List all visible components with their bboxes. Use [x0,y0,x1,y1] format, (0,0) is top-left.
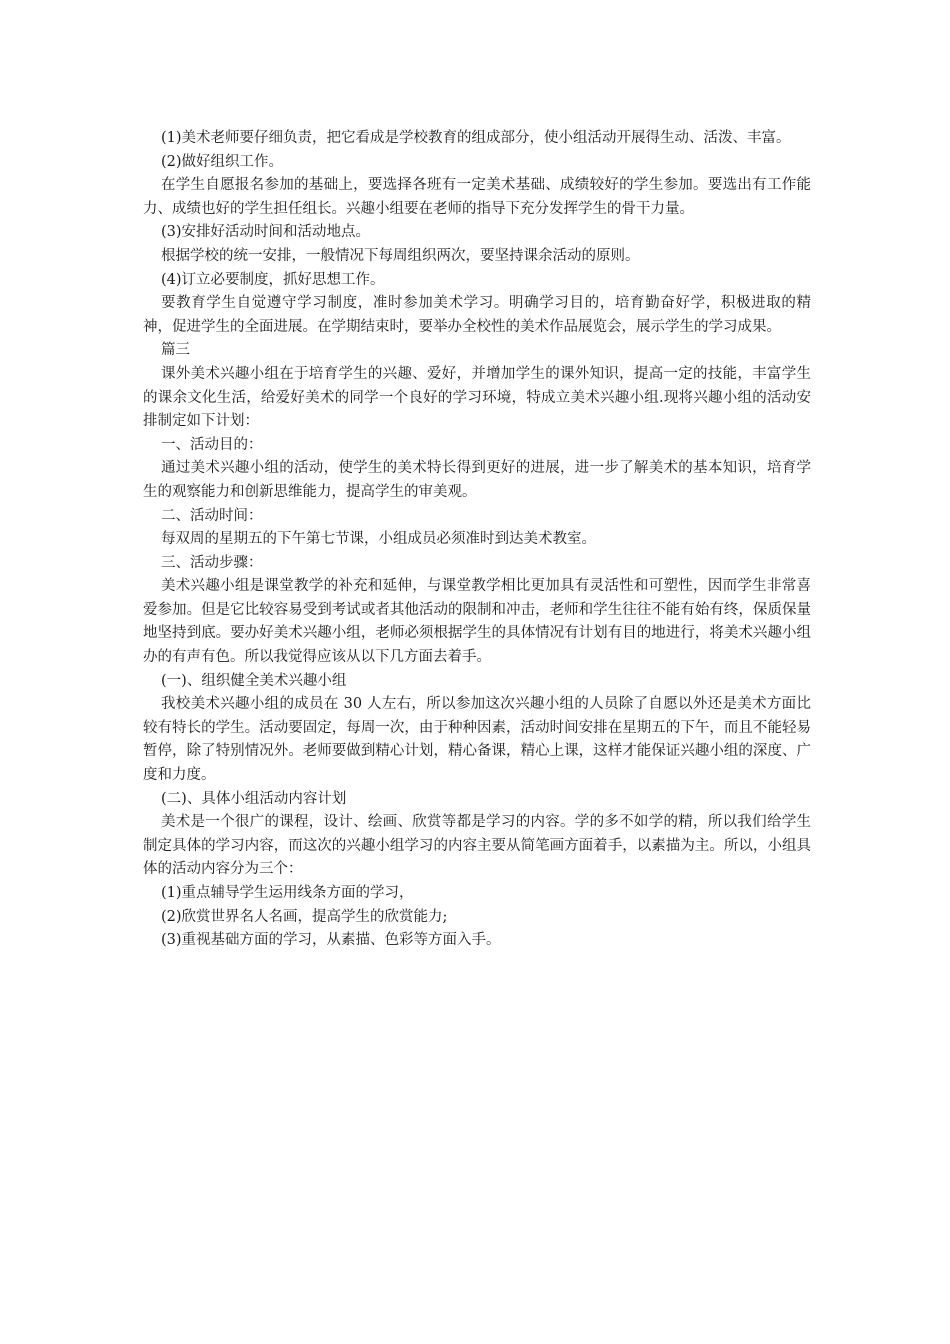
paragraph: 美术是一个很广的课程，设计、绘画、欣赏等都是学习的内容。学的多不如学的精，所以我们给学生制定具体的学习内容，而这次的兴趣小组学习的内容主要从简笔画方面着手，以素描为主。所以，小组具体的活动内容分为三个： [143,814,811,878]
paragraph: (3)安排好活动时间和活动地点。 [161,224,371,241]
paragraph: 通过美术兴趣小组的活动，使学生的美术特长得到更好的进展，进一步了解美术的基本知识，培育学生的观察能力和创新思维能力，提高学生的审美观。 [143,460,811,500]
paragraph: 每双周的星期五的下午第七节课，小组成员必须准时到达美术教室。 [161,531,596,548]
paragraph: 根据学校的统一安排，一般情况下每周组织两次，要坚持课余活动的原则。 [161,247,640,264]
list-item: (2)欣赏世界名人名画，提高学生的欣赏能力; [161,908,448,925]
paragraph: 我校美术兴趣小组的成员在 30 人左右，所以参加这次兴趣小组的人员除了自愿以外还是美术方面比较有特长的学生。活动要固定，每周一次，由于种种因素，活动时间安排在星期五的下午，而且不能轻易暂停，除了特别情况外。老师要做到精心计划，精心备课，精心上课，这样才能保证兴趣小组的深度、广度和力度。 [143,696,811,784]
section-heading: 三、活动步骤： [161,554,263,571]
section-heading: (二)、具体小组活动内容计划 [161,790,347,807]
paragraph: (4)订立必要制度，抓好思想工作。 [161,271,385,288]
document-body [143,127,811,953]
paragraph: 课外美术兴趣小组在于培育学生的兴趣、爱好，并增加学生的课外知识，提高一定的技能，丰富学生的课余文化生活，给爱好美术的同学一个良好的学习环境，特成立美术兴趣小组.现将兴趣小组的活动安排制定如下计划： [143,365,811,430]
section-heading: 二、活动时间： [161,507,263,524]
section-heading: 篇三 [161,342,190,359]
list-item: (1)重点辅导学生运用线条方面的学习， [161,885,414,901]
paragraph: (2)做好组织工作。 [161,153,284,170]
paragraph: (1)美术老师要仔细负责，把它看成是学校教育的组成部分，使小组活动开展得生动、活泼、丰富。 [161,130,791,146]
paragraph: 美术兴趣小组是课堂教学的补充和延伸，与课堂教学相比更加具有灵活性和可塑性，因而学生非常喜爱参加。但是它比较容易受到考试或者其他活动的限制和冲击，老师和学生往往不能有始有终，保质保量地坚持到底。要办好美术兴趣小组，老师必须根据学生的具体情况有计划有目的地进行，将美术兴趣小组办的有声有色。所以我觉得应该从以下几方面去着手。 [143,578,811,666]
section-heading: (一)、组织健全美术兴趣小组 [161,672,347,689]
list-item: (3)重视基础方面的学习，从素描、色彩等方面入手。 [161,932,501,949]
paragraph: 在学生自愿报名参加的基础上，要选择各班有一定美术基础、成绩较好的学生参加。要选出有工作能力、成绩也好的学生担任组长。兴趣小组要在老师的指导下充分发挥学生的骨干力量。 [143,177,811,217]
section-heading: 一、活动目的： [161,436,263,453]
paragraph: 要教育学生自觉遵守学习制度，准时参加美术学习。明确学习目的，培育勤奋好学，积极进取的精神，促进学生的全面进展。在学期结束时，要举办全校性的美术作品展览会，展示学生的学习成果。 [143,295,811,335]
